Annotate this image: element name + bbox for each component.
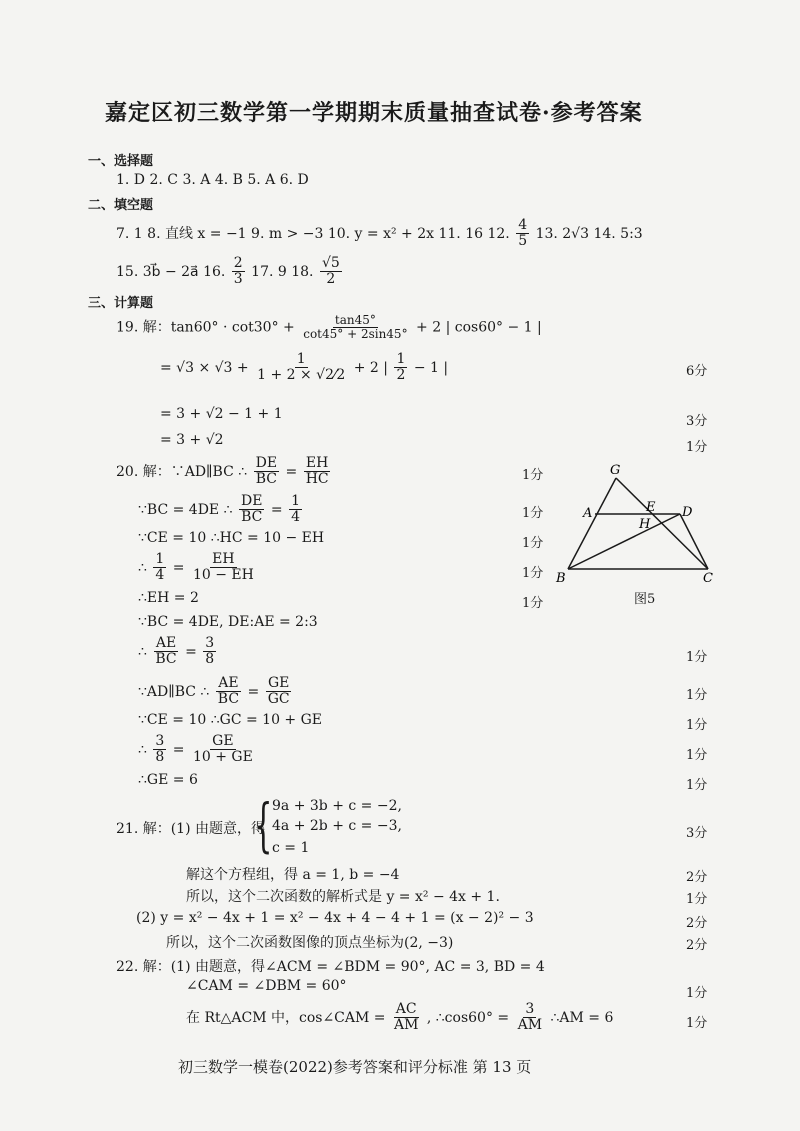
q19-line2 — [160, 352, 448, 384]
q20-frac-ge-gc — [266, 676, 292, 708]
equals-sign: = — [270, 501, 283, 518]
q20-score-7: 1分 — [686, 688, 708, 703]
segment-bd — [568, 514, 680, 569]
label-h: H — [639, 517, 651, 532]
fraction-denominator: 10 + GE — [192, 749, 253, 766]
q20-line2 — [138, 494, 304, 526]
fraction-denominator: BC — [255, 471, 277, 488]
fraction-numerator: GE — [212, 733, 234, 749]
choice-answers: 1. D 2. C 3. A 4. B 5. A 6. D — [116, 172, 309, 188]
fraction-4-5 — [516, 218, 529, 250]
equals-sign: = — [285, 463, 298, 480]
section-heading-fill: 二、填空题 — [88, 198, 154, 213]
fraction-numerator: AC — [395, 1001, 417, 1017]
fraction-denominator: 10 − EH — [192, 567, 254, 584]
label-e: E — [646, 500, 656, 515]
q22-score-2: 1分 — [686, 1016, 708, 1031]
q21-line4: (2) y = x² − 4x + 1 = x² − 4x + 4 − 4 + 1 = (x − 2)² − 3 — [136, 910, 534, 926]
q21-score-3: 1分 — [686, 892, 708, 907]
fill-row2-text-a: 15. 3b⃗ − 2a⃗ 16. — [116, 263, 226, 280]
fill-row1-text-b: 13. 2√3 14. 5:3 — [535, 225, 643, 242]
q20-l1-text: 20. 解：∵AD∥BC ∴ — [116, 463, 248, 480]
q20-line9: ∵CE = 10 ∴GC = 10 + GE — [138, 712, 323, 728]
q22-line1: 22. 解：(1) 由题意，得∠ACM = ∠BDM = 90°, AC = 3, BD = 4 — [116, 959, 545, 975]
fraction-numerator: AE — [218, 675, 239, 691]
q20-score-5: 1分 — [522, 596, 544, 611]
q19-line4: = 3 + √2 — [160, 432, 224, 448]
label-b: B — [556, 571, 566, 586]
q21-score-5: 2分 — [686, 938, 708, 953]
q21-score-1: 3分 — [686, 826, 708, 841]
fraction-numerator: AE — [155, 635, 177, 651]
q20-line8 — [138, 676, 294, 708]
fraction-numerator: 4 — [518, 217, 528, 233]
q21-line2: 解这个方程组，得 a = 1, b = −4 — [186, 867, 400, 883]
q21-eq3: c = 1 — [272, 840, 310, 856]
q19-fraction-3 — [394, 352, 407, 384]
fraction-denominator: BC — [217, 691, 240, 708]
page-footer: 初三数学一模卷(2022)参考答案和评分标准 第 13 页 — [178, 1058, 532, 1076]
fraction-denominator: 8 — [155, 749, 165, 766]
q21-line1: 21. 解：(1) 由题意，得 — [116, 821, 265, 837]
fraction-denominator: 1 + 2 × √2⁄2 — [257, 367, 346, 384]
q20-line10 — [138, 734, 257, 766]
fraction-denominator: 3 — [233, 271, 243, 288]
q19-l2-text-b: + 2 | — [353, 359, 388, 376]
therefore-sign: ∴ — [138, 741, 147, 758]
q19-score-3: 1分 — [686, 440, 708, 455]
fill-answers-row2 — [116, 256, 344, 288]
fraction-denominator: 2 — [396, 367, 406, 384]
fraction-numerator: 2 — [233, 255, 243, 271]
therefore-sign: ∴ — [138, 559, 147, 576]
q20-score-8: 1分 — [686, 718, 708, 733]
q20-frac-ae-bc — [153, 636, 178, 668]
q20-line7 — [138, 636, 218, 668]
segment-bg — [568, 478, 616, 569]
q20-l8-text: ∵AD∥BC ∴ — [138, 683, 210, 700]
brace-icon: { — [254, 791, 273, 859]
q19-line3: = 3 + √2 − 1 + 1 — [160, 406, 283, 422]
label-d: D — [682, 505, 693, 520]
q19-line1 — [116, 314, 542, 341]
q22-l3-text-a: 在 Rt△ACM 中，cos∠CAM = — [186, 1009, 386, 1026]
q20-frac-de-bc — [254, 456, 279, 488]
q20-line11: ∴GE = 6 — [138, 772, 198, 788]
q22-line2: ∠CAM = ∠DBM = 60° — [186, 978, 347, 994]
q21-eq2: 4a + 2b + c = −3, — [272, 818, 402, 834]
q21-score-2: 2分 — [686, 870, 708, 885]
fraction-numerator: tan45° — [334, 313, 376, 327]
q20-frac-1-4-b — [153, 552, 166, 584]
q20-frac-de-bc-2 — [239, 494, 264, 526]
q20-score-9: 1分 — [686, 748, 708, 763]
q20-score-4: 1分 — [522, 566, 544, 581]
fraction-denominator: AM — [393, 1017, 419, 1034]
q20-line3: ∵CE = 10 ∴HC = 10 − EH — [138, 530, 325, 546]
q22-line3 — [186, 1002, 613, 1034]
q20-line6: ∵BC = 4DE, DE:AE = 2:3 — [138, 614, 318, 630]
fraction-numerator: 1 — [396, 351, 406, 367]
equals-sign: = — [172, 741, 185, 758]
q19-fraction — [301, 314, 409, 341]
section-heading-calc: 三、计算题 — [88, 296, 154, 311]
q20-frac-eh-hc — [304, 456, 331, 488]
fraction-numerator: GE — [267, 675, 290, 691]
equals-sign: = — [185, 643, 197, 660]
fraction-numerator: DE — [255, 455, 278, 471]
figure-5-caption: 图5 — [634, 592, 656, 607]
fraction-denominator: 5 — [518, 233, 528, 250]
fraction-denominator: 4 — [291, 509, 300, 526]
q21-line5: 所以，这个二次函数图像的顶点坐标为(2, −3) — [166, 935, 454, 951]
fraction-numerator: 3 — [155, 733, 165, 749]
q21-score-4: 2分 — [686, 916, 708, 931]
q19-score-1: 6分 — [686, 364, 708, 379]
fraction-numerator: EH — [212, 551, 235, 567]
q19-l1-text-b: + 2 | cos60° − 1 | — [416, 319, 542, 336]
fraction-numerator: EH — [305, 455, 329, 471]
section-heading-choice: 一、选择题 — [88, 154, 154, 169]
q22-frac-3-am — [516, 1002, 544, 1034]
label-g: G — [610, 463, 621, 478]
q20-frac-1-4 — [289, 494, 302, 526]
fraction-numerator: 3 — [205, 635, 215, 651]
q19-l2-text-c: − 1 | — [413, 359, 449, 376]
q22-l3-text-b: , ∴cos60° = — [426, 1009, 510, 1026]
q22-frac-ac-am — [392, 1002, 420, 1034]
fraction-denominator: AM — [517, 1017, 543, 1034]
fraction-2-3 — [232, 256, 245, 288]
fraction-denominator: GC — [267, 691, 290, 708]
fraction-denominator: HC — [305, 471, 329, 488]
q20-line4 — [138, 552, 258, 584]
q20-score-10: 1分 — [686, 778, 708, 793]
q20-frac-ge-10-ge — [191, 734, 255, 766]
fraction-denominator: BC — [155, 651, 177, 668]
fraction-numerator: DE — [240, 493, 263, 509]
q20-frac-3-8 — [203, 636, 216, 668]
q19-score-2: 3分 — [686, 414, 708, 429]
fraction-denominator: 4 — [155, 567, 165, 584]
figure-5-diagram — [550, 462, 720, 592]
q22-score-1: 1分 — [686, 986, 708, 1001]
q21-line3: 所以，这个二次函数的解析式是 y = x² − 4x + 1. — [186, 889, 500, 905]
q19-l1-text: 19. 解：tan60° · cot30° + — [116, 319, 295, 336]
segment-dc — [680, 514, 708, 569]
label-c: C — [703, 571, 713, 586]
q20-frac-ae-bc-2 — [216, 676, 241, 708]
q20-score-6: 1分 — [686, 650, 708, 665]
fraction-denominator: cot45° + 2sin45° — [303, 327, 408, 342]
q21-eq1: 9a + 3b + c = −2, — [272, 798, 402, 814]
q20-l2-text: ∵BC = 4DE ∴ — [138, 501, 233, 518]
equals-sign: = — [247, 683, 260, 700]
fraction-sqrt5-2 — [320, 256, 342, 288]
q20-line5: ∴EH = 2 — [138, 590, 199, 606]
page-title: 嘉定区初三数学第一学期期末质量抽查试卷·参考答案 — [105, 100, 643, 126]
q19-l2-text-a: = √3 × √3 + — [160, 359, 249, 376]
fill-answers-row1 — [116, 218, 643, 250]
fraction-numerator: 3 — [525, 1001, 535, 1017]
q20-score-3: 1分 — [522, 536, 544, 551]
fraction-denominator: 8 — [205, 651, 215, 668]
fraction-numerator: 1 — [291, 493, 300, 509]
fraction-numerator: √5 — [321, 255, 340, 271]
fraction-numerator: 1 — [155, 551, 165, 567]
fraction-denominator: 2 — [326, 271, 336, 288]
q20-score-1: 1分 — [522, 468, 544, 483]
q20-frac-eh-10-eh — [191, 552, 256, 584]
equals-sign: = — [172, 559, 185, 576]
q20-line1 — [116, 456, 333, 488]
fill-row2-text-b: 17. 9 18. — [251, 263, 314, 280]
label-a: A — [583, 506, 593, 521]
fraction-denominator: BC — [241, 509, 263, 526]
q22-l3-text-c: ∴AM = 6 — [550, 1009, 614, 1026]
q20-score-2: 1分 — [522, 506, 544, 521]
therefore-sign: ∴ — [138, 643, 147, 660]
fill-row1-text-a: 7. 1 8. 直线 x = −1 9. m > −3 10. y = x² + 2x 11. 16 12. — [116, 225, 510, 242]
q20-frac-3-8-b — [153, 734, 166, 766]
fraction-numerator: 1 — [296, 351, 306, 367]
q19-fraction-2 — [255, 352, 347, 384]
